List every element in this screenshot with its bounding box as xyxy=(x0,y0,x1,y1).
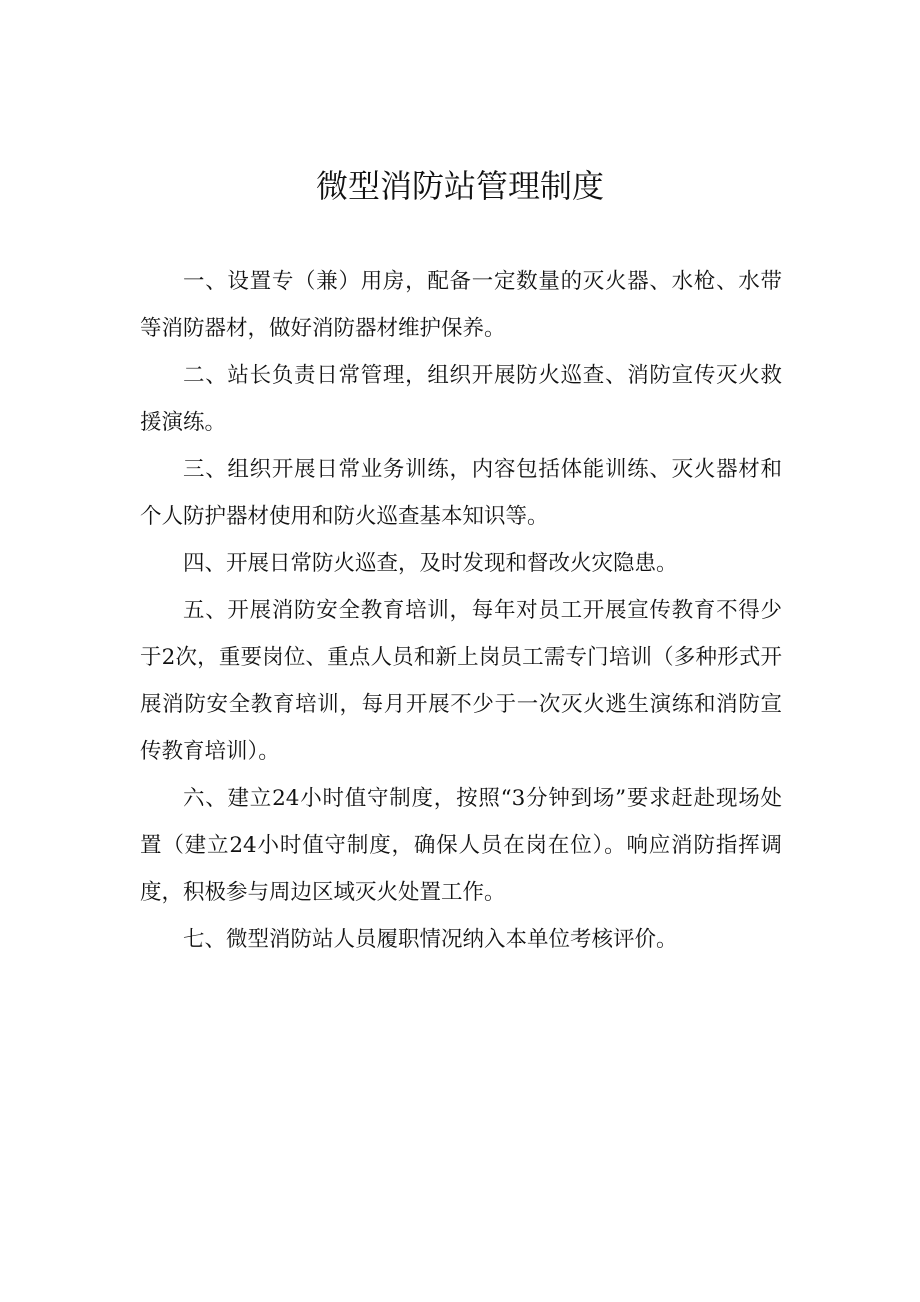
document-title: 微型消防站管理制度 xyxy=(315,167,604,205)
clause-5: 五、开展消防安全教育培训，每年对员工开展宣传教育不得少于2次，重要岗位、重点人员和新上岗员工需专门培训（多种形式开展消防安全教育培训，每月开展不少于一次灭火逃生演练和消防宣传教育培训）。 xyxy=(140,598,782,764)
clause-6: 六、建立24小时值守制度，按照“3分钟到场”要求赶赴现场处置（建立24小时值守制度，确保人员在岗在位）。响应消防指挥调度，积极参与周边区域灭火处置工作。 xyxy=(140,786,782,905)
clause-4: 四、开展日常防火巡查，及时发现和督改火灾隐患。 xyxy=(183,551,678,576)
clause-7: 七、微型消防站人员履职情况纳入本单位考核评价。 xyxy=(183,927,678,952)
clause-2: 二、站长负责日常管理，组织开展防火巡查、消防宣传灭火救援演练。 xyxy=(140,363,782,435)
document-body xyxy=(140,258,782,963)
clause-1: 一、设置专（兼）用房，配备一定数量的灭火器、水枪、水带等消防器材，做好消防器材维护保养。 xyxy=(140,269,782,341)
clause-3: 三、组织开展日常业务训练，内容包括体能训练、灭火器材和个人防护器材使用和防火巡查基本知识等。 xyxy=(140,457,782,529)
